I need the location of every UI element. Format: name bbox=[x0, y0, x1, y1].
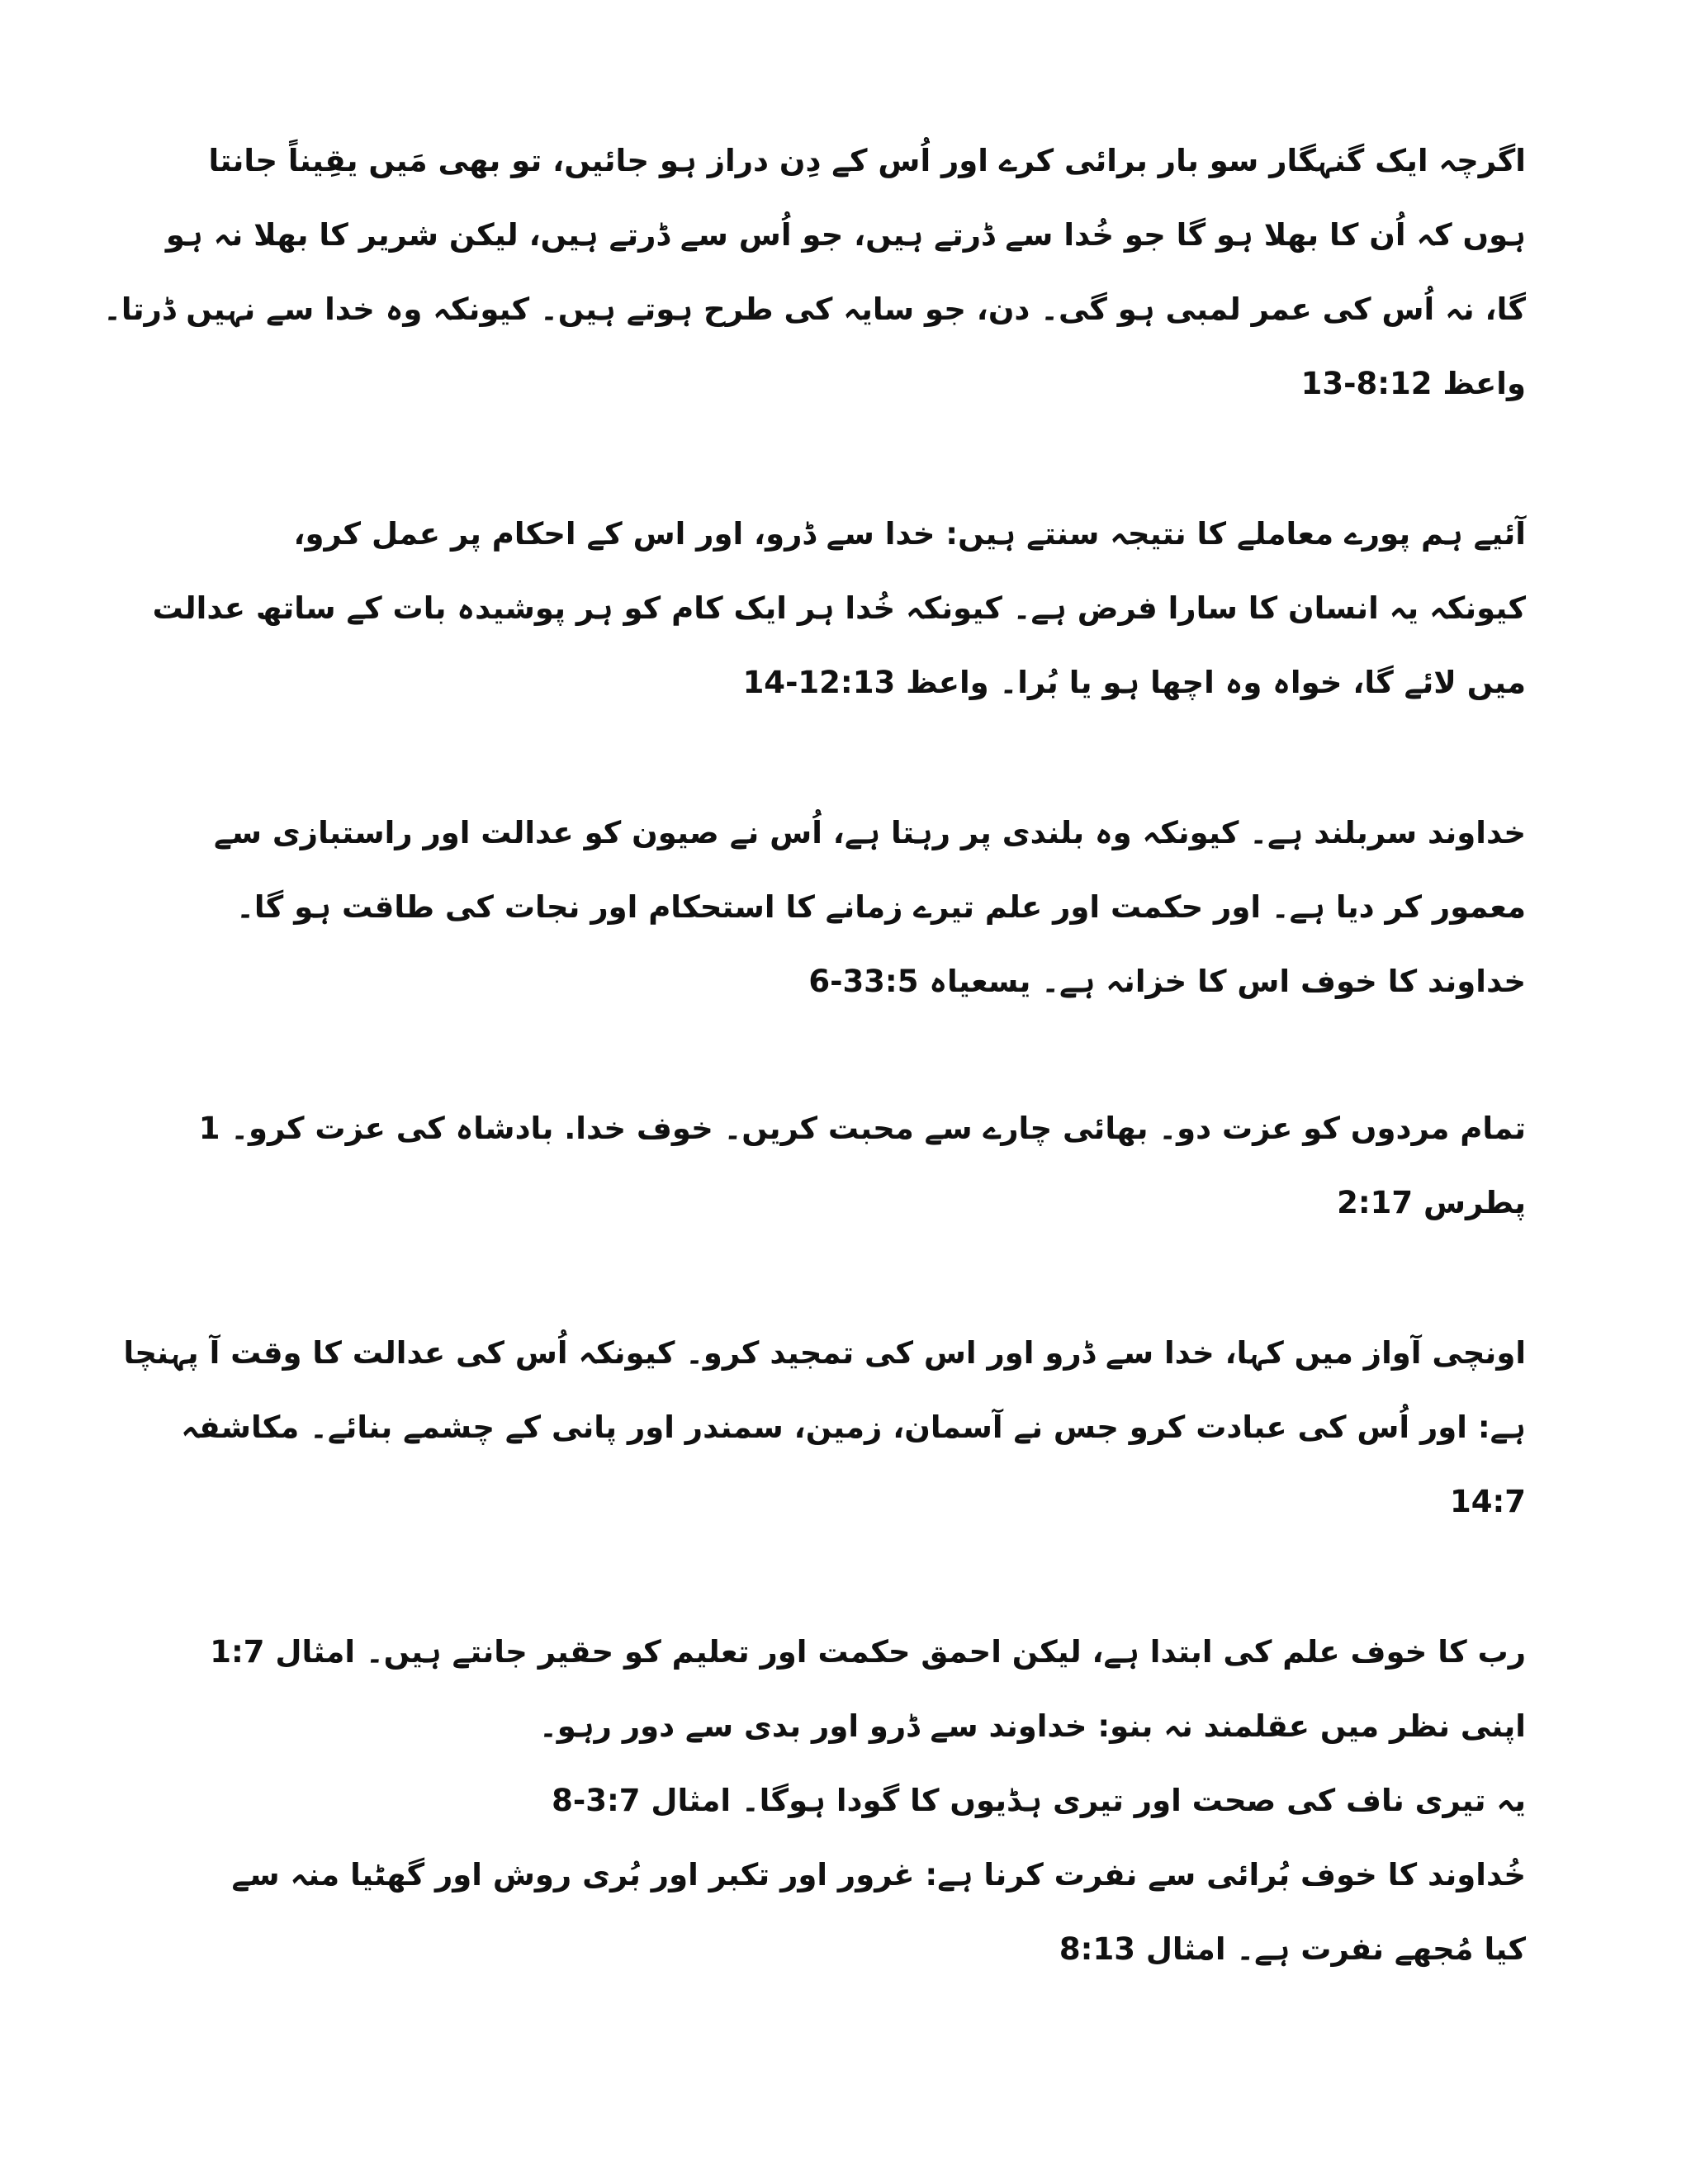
scripture-passage-isaiah-33 bbox=[144, 796, 1526, 1019]
passage-line: یہ تیری ناف کی صحت اور تیری ہڈیوں کا گودا ہوگا۔ امثال 3:7-8 bbox=[552, 1783, 1526, 1818]
passage-reference: پطرس 2:17 bbox=[1337, 1185, 1526, 1220]
passage-line: اپنی نظر میں عقلمند نہ بنو: خداوند سے ڈرو اور بدی سے دور رہو۔ bbox=[539, 1708, 1526, 1744]
scripture-passage-ecclesiastes-12 bbox=[144, 497, 1526, 720]
passage-line: کیونکہ یہ انسان کا سارا فرض ہے۔ کیونکہ خُدا ہر ایک کام کو ہر پوشیدہ بات کے ساتھ عدالت bbox=[152, 590, 1526, 626]
scripture-passage-proverbs bbox=[144, 1615, 1526, 1987]
passage-line: میں لائے گا، خواہ وہ اچھا ہو یا بُرا۔ واعظ 12:13-14 bbox=[742, 665, 1526, 700]
passage-line: تمام مردوں کو عزت دو۔ بھائی چارے سے محبت کریں۔ خوف خدا. بادشاہ کی عزت کرو۔ 1 bbox=[198, 1111, 1526, 1146]
passage-line: اگرچہ ایک گنہگار سو بار برائی کرے اور اُس کے دِن دراز ہو جائیں، تو بھی مَیں یقِیناً جانتا bbox=[208, 143, 1526, 178]
passage-line: آئیے ہم پورے معاملے کا نتیجہ سنتے ہیں: خدا سے ڈرو، اور اس کے احکام پر عمل کرو، bbox=[293, 516, 1526, 552]
passage-line: معمور کر دیا ہے۔ اور حکمت اور علم تیرے زمانے کا استحکام اور نجات کی طاقت ہو گا۔ bbox=[236, 889, 1526, 925]
passage-line: خداوند سربلند ہے۔ کیونکہ وہ بلندی پر رہتا ہے، اُس نے صیون کو عدالت اور راستبازی سے bbox=[213, 815, 1526, 850]
passage-line: اونچی آواز میں کہا، خدا سے ڈرو اور اس کی تمجید کرو۔ کیونکہ اُس کی عدالت کا وقت آ پہنچا bbox=[123, 1335, 1526, 1371]
scripture-passage-revelation-14 bbox=[123, 1316, 1526, 1539]
scripture-passage-1-peter-2 bbox=[144, 1092, 1526, 1240]
passage-line: خداوند کا خوف اس کا خزانہ ہے۔ یسعیاہ 33:5-6 bbox=[808, 964, 1526, 999]
passage-line: گا، نہ اُس کی عمر لمبی ہو گی۔ دن، جو سایہ کی طرح ہوتے ہیں۔ کیونکہ وہ خدا سے نہیں ڈرتا۔ bbox=[103, 291, 1526, 327]
passage-line: رب کا خوف علم کی ابتدا ہے، لیکن احمق حکمت اور تعلیم کو حقیر جانتے ہیں۔ امثال 1:7 bbox=[210, 1634, 1526, 1670]
passage-line: ہے: اور اُس کی عبادت کرو جس نے آسمان، زمین، سمندر اور پانی کے چشمے بنائے۔ مکاشفہ bbox=[181, 1409, 1526, 1445]
passage-line: ہوں کہ اُن کا بھلا ہو گا جو خُدا سے ڈرتے ہیں، جو اُس سے ڈرتے ہیں، لیکن شریر کا بھلا نہ ہو bbox=[165, 217, 1526, 253]
passage-line: خُداوند کا خوف بُرائی سے نفرت کرنا ہے: غرور اور تکبر اور بُری روش اور گھٹیا منہ سے bbox=[231, 1857, 1526, 1893]
passage-reference: واعظ 8:12-13 bbox=[1300, 366, 1526, 401]
passage-reference: 14:7 bbox=[1449, 1484, 1526, 1519]
passage-line: کیا مُجھے نفرت ہے۔ امثال 8:13 bbox=[1059, 1931, 1526, 1967]
scripture-passage-ecclesiastes-8 bbox=[103, 124, 1526, 421]
